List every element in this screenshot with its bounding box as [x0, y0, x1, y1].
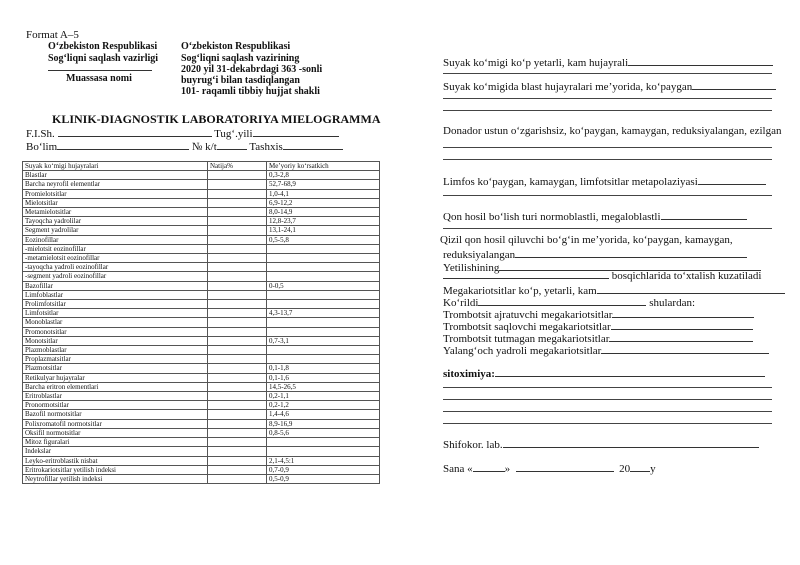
naked-nuclei-field[interactable]	[601, 343, 769, 354]
normal-range: 0,2-1,2	[267, 401, 380, 410]
result-cell[interactable]	[208, 300, 267, 309]
cell-type: Segment yadrolilar	[23, 226, 208, 235]
normal-range: 0,1-1,6	[267, 373, 380, 382]
blank-line[interactable]	[443, 423, 772, 424]
result-cell[interactable]	[208, 364, 267, 373]
cell-type: Tayoqcha yadrolilar	[23, 217, 208, 226]
cellularity-label: Suyak ko‘migi ko‘p yetarli, kam hujayrali	[443, 57, 629, 69]
table-row	[23, 355, 380, 364]
maturation-label: Yetilishining	[443, 262, 500, 274]
blank-line[interactable]	[443, 98, 772, 99]
table-row	[23, 281, 380, 290]
table-row	[23, 318, 380, 327]
blank-line[interactable]	[443, 147, 772, 148]
institution-label: Muassasa nomi	[66, 73, 132, 84]
diagnosis-label: Tashxis	[249, 141, 283, 153]
approval-line4: buyrug‘i bilan tasdiqlangan	[181, 75, 300, 86]
platelet-free-field[interactable]	[609, 331, 753, 342]
granulocytic-label: Donador ustun o‘zgarishsiz, ko‘paygan, kamaygan, reduksiyalangan, ezilgan	[443, 125, 782, 137]
approval-line5: 101- raqamli tibbiy hujjat shakli	[181, 86, 320, 97]
result-cell[interactable]	[208, 263, 267, 272]
table-row	[23, 244, 380, 253]
result-cell[interactable]	[208, 217, 267, 226]
cell-type: Leyko-eritroblastik nisbat	[23, 456, 208, 465]
blast-row	[443, 79, 776, 93]
result-cell[interactable]	[208, 281, 267, 290]
result-cell[interactable]	[208, 244, 267, 253]
diagnosis-field[interactable]	[283, 139, 343, 150]
doctor-field[interactable]	[503, 437, 759, 448]
approval-line1: O‘zbekiston Respublikasi	[181, 41, 291, 52]
patient-name-label: F.I.Sh.	[26, 128, 55, 140]
table-row	[23, 300, 380, 309]
table-row	[23, 171, 380, 180]
patient-name-field[interactable]	[58, 126, 212, 137]
blank-line[interactable]	[443, 387, 772, 388]
cell-type: Eritrokariotsitlar yetilish indeksi	[23, 465, 208, 474]
result-cell[interactable]	[208, 336, 267, 345]
result-cell[interactable]	[208, 309, 267, 318]
cell-type: Retikulyar hujayralar	[23, 373, 208, 382]
cell-type: Limfotsitlar	[23, 309, 208, 318]
naked-nuclei-label: Yalang‘och yadroli megakariotsitlar	[443, 345, 602, 357]
date-month-field[interactable]	[516, 461, 614, 472]
date-year-suffix: y	[650, 463, 656, 475]
cell-type: -tayoqcha yadroli eozinofillar	[23, 263, 208, 272]
lymph-field[interactable]	[698, 174, 766, 185]
erythroid-row	[443, 247, 747, 261]
normal-range: 1,0-4,1	[267, 189, 380, 198]
date-row	[443, 461, 656, 475]
cell-type: Monoblastlar	[23, 318, 208, 327]
blank-line[interactable]	[443, 73, 772, 74]
platelet-holding-field[interactable]	[611, 319, 753, 330]
table-row	[23, 447, 380, 456]
normal-range	[267, 290, 380, 299]
date-year-field[interactable]	[630, 461, 650, 472]
platelet-holding-label: Trombotsit saqlovchi megakariotsitlar	[443, 321, 611, 333]
normal-range: 1,4-4,6	[267, 410, 380, 419]
table-row	[23, 392, 380, 401]
cell-type: Bazofil normotsitlar	[23, 410, 208, 419]
cellularity-field[interactable]	[628, 55, 773, 66]
erythroid-label-cont: reduksiyalangan	[443, 249, 516, 261]
cell-type: Mitoz figuralari	[23, 438, 208, 447]
table-row	[23, 401, 380, 410]
normal-range: 4,3-13,7	[267, 309, 380, 318]
normal-range: 2,1-4,5:1	[267, 456, 380, 465]
result-cell[interactable]	[208, 327, 267, 336]
result-cell[interactable]	[208, 465, 267, 474]
normal-range: 13,1-24,1	[267, 226, 380, 235]
table-row	[23, 410, 380, 419]
normal-range: 8,9-16,9	[267, 419, 380, 428]
table-row	[23, 474, 380, 483]
cellularity-row	[443, 55, 773, 69]
cell-type: Indekslar	[23, 447, 208, 456]
cell-type: Polixromatofil normotsitlar	[23, 419, 208, 428]
platelet-forming-field[interactable]	[612, 307, 754, 318]
normal-range	[267, 263, 380, 272]
table-row	[23, 226, 380, 235]
normal-range: 0,1-1,8	[267, 364, 380, 373]
table-row	[23, 364, 380, 373]
department-label: Bo‘lim	[26, 141, 58, 153]
result-cell[interactable]	[208, 254, 267, 263]
case-number-label: № k/t	[191, 141, 217, 153]
result-cell[interactable]	[208, 456, 267, 465]
normal-range: 14,5-26,5	[267, 382, 380, 391]
table-row	[23, 290, 380, 299]
table-row	[23, 346, 380, 355]
blank-line[interactable]	[443, 411, 772, 412]
normal-range: 0,3-2,8	[267, 171, 380, 180]
table-row	[23, 336, 380, 345]
result-cell[interactable]	[208, 189, 267, 198]
table-row	[23, 217, 380, 226]
table-row	[23, 373, 380, 382]
normal-range: 52,7-68,9	[267, 180, 380, 189]
result-cell[interactable]	[208, 392, 267, 401]
table-row	[23, 208, 380, 217]
result-cell[interactable]	[208, 272, 267, 281]
blast-label: Suyak ko‘migida blast hujayralari me’yorida, ko‘paygan	[443, 81, 693, 93]
cytochemistry-field[interactable]	[495, 366, 765, 377]
table-row	[23, 456, 380, 465]
cell-type: Metamielotsitlar	[23, 208, 208, 217]
hematopoiesis-label: Qon hosil bo‘lish turi normoblastli, megaloblastli	[443, 211, 661, 223]
header-cell-normal: Me’yoriy ko‘rsatkich	[267, 162, 380, 171]
birth-year-label: Tug‘.yili	[214, 128, 253, 140]
cell-type: Barcha eritron elementlari	[23, 382, 208, 391]
naked-nuclei-row	[443, 343, 769, 357]
cell-type: Plazmoblastlar	[23, 346, 208, 355]
cell-type: Limfoblastlar	[23, 290, 208, 299]
maturation-stop-label: bosqichlarida to‘xtalish kuzatiladi	[611, 270, 762, 282]
date-close-label: »	[504, 463, 511, 475]
blank-line[interactable]	[443, 228, 772, 229]
result-cell[interactable]	[208, 428, 267, 437]
cytochemistry-label: sitoximiya:	[443, 368, 495, 380]
normal-range: 0,5-5,8	[267, 235, 380, 244]
blank-line[interactable]	[443, 159, 772, 160]
normal-range	[267, 244, 380, 253]
result-cell[interactable]	[208, 355, 267, 364]
patient-name-row	[26, 126, 339, 140]
normal-range: 0,7-3,1	[267, 336, 380, 345]
result-cell[interactable]	[208, 346, 267, 355]
table-row	[23, 235, 380, 244]
blank-line[interactable]	[443, 110, 772, 111]
cell-type: Plazmotsitlar	[23, 364, 208, 373]
result-cell[interactable]	[208, 235, 267, 244]
table-row	[23, 198, 380, 207]
case-number-field[interactable]	[217, 139, 247, 150]
cell-type: Mielotsitlar	[23, 198, 208, 207]
normal-range	[267, 447, 380, 456]
ministry-line1: O‘zbekiston Respublikasi	[48, 41, 158, 52]
table-row	[23, 382, 380, 391]
result-cell[interactable]	[208, 318, 267, 327]
result-cell[interactable]	[208, 226, 267, 235]
normal-range	[267, 272, 380, 281]
cell-type: Eozinofillar	[23, 235, 208, 244]
cell-type: Pronormotsitlar	[23, 401, 208, 410]
seen-label: Ko‘rildi	[443, 297, 479, 309]
cell-type: Monotsitlar	[23, 336, 208, 345]
approval-line3: 2020 yil 31-dekabrdagi 363 -sonli	[181, 64, 323, 75]
cytochemistry-row	[443, 366, 765, 380]
lymph-label: Limfos ko‘paygan, kamaygan, limfotsitlar metapolaziyasi	[443, 176, 698, 188]
table-row	[23, 180, 380, 189]
cell-type: -segment yadroli eozinofillar	[23, 272, 208, 281]
result-cell[interactable]	[208, 438, 267, 447]
cell-type: Bazofillar	[23, 281, 208, 290]
result-cell[interactable]	[208, 290, 267, 299]
approval-line2: Sog‘liqni saqlash vazirining	[181, 53, 300, 64]
result-cell[interactable]	[208, 382, 267, 391]
institution-line	[48, 70, 152, 71]
normal-range: 12,8-23,7	[267, 217, 380, 226]
seen-field[interactable]	[478, 295, 646, 306]
blast-field[interactable]	[692, 79, 776, 90]
table-row	[23, 254, 380, 263]
cell-type: Neytrofillar yetilish indeksi	[23, 474, 208, 483]
result-cell[interactable]	[208, 401, 267, 410]
normal-range: 8,0-14,9	[267, 208, 380, 217]
result-cell[interactable]	[208, 180, 267, 189]
doctor-row	[443, 437, 759, 451]
result-cell[interactable]	[208, 198, 267, 207]
cell-type: Promielotsitlar	[23, 189, 208, 198]
table-row	[23, 189, 380, 198]
cell-type: Blastlar	[23, 171, 208, 180]
blank-line[interactable]	[443, 195, 772, 196]
cell-type: Oksifil normotsitlar	[23, 428, 208, 437]
table-row	[23, 272, 380, 281]
header-cell-cells: Suyak ko‘migi hujayralari	[23, 162, 208, 171]
result-cell[interactable]	[208, 208, 267, 217]
table-header-row	[23, 162, 380, 171]
myelogram-table	[22, 161, 380, 484]
result-cell[interactable]	[208, 447, 267, 456]
date-day-field[interactable]	[473, 461, 505, 472]
date-open-label: Sana «	[443, 463, 473, 475]
normal-range	[267, 318, 380, 327]
seen-of-label: shulardan:	[649, 297, 696, 309]
cell-type: Eritroblastlar	[23, 392, 208, 401]
result-cell[interactable]	[208, 373, 267, 382]
cell-type: Prolimfotsitlar	[23, 300, 208, 309]
page-title: KLINIK-DIAGNOSTIK LABORATORIYA MIELOGRAMMA	[52, 112, 381, 126]
table-row	[23, 327, 380, 336]
normal-range	[267, 300, 380, 309]
normal-range	[267, 355, 380, 364]
format-label: Format A–5	[26, 29, 79, 41]
cell-type: Proplazmatsitlar	[23, 355, 208, 364]
department-field[interactable]	[57, 139, 189, 150]
result-cell[interactable]	[208, 419, 267, 428]
erythroid-label: Qizil qon hosil qiluvchi bo‘g‘in me’yorida, ko‘paygan, kamaygan,	[440, 234, 733, 246]
result-cell[interactable]	[208, 171, 267, 180]
normal-range: 6,9-12,2	[267, 198, 380, 207]
lymph-row	[443, 174, 766, 188]
cell-type: -metamielotsit eozinofillar	[23, 254, 208, 263]
date-year-prefix: 20	[619, 463, 631, 475]
normal-range	[267, 327, 380, 336]
normal-range: 0,7-0,9	[267, 465, 380, 474]
hematopoiesis-row	[443, 209, 747, 223]
header-cell-result: Natija%	[208, 162, 267, 171]
department-row	[26, 139, 343, 153]
normal-range: 0,8-5,6	[267, 428, 380, 437]
normal-range	[267, 438, 380, 447]
birth-year-field[interactable]	[253, 126, 339, 137]
table-row	[23, 428, 380, 437]
cell-type: Promonotsitlar	[23, 327, 208, 336]
megakaryocyte-field[interactable]	[597, 283, 785, 294]
blank-line[interactable]	[443, 399, 772, 400]
normal-range	[267, 254, 380, 263]
doctor-label: Shifokor. lab.	[443, 439, 503, 451]
result-cell[interactable]	[208, 410, 267, 419]
erythroid-field[interactable]	[515, 247, 747, 258]
maturation-field-2[interactable]	[443, 268, 609, 279]
table-row	[23, 465, 380, 474]
cell-type: -mielotsit eozinofillar	[23, 244, 208, 253]
hematopoiesis-field[interactable]	[661, 209, 747, 220]
normal-range: 0,2-1,1	[267, 392, 380, 401]
normal-range: 0-0,5	[267, 281, 380, 290]
maturation-row-2	[443, 268, 761, 282]
table-row	[23, 309, 380, 318]
table-row	[23, 438, 380, 447]
platelet-free-label: Trombotsit tutmagan megakariotsitlar	[443, 333, 610, 345]
result-cell[interactable]	[208, 474, 267, 483]
normal-range	[267, 346, 380, 355]
table-row	[23, 419, 380, 428]
table-row	[23, 263, 380, 272]
platelet-forming-label: Trombotsit ajratuvchi megakariotsitlar	[443, 309, 613, 321]
ministry-line2: Sog‘liqni saqlash vazirligi	[48, 53, 159, 64]
megakaryocyte-label: Megakariotsitlar ko‘p, yetarli, kam	[443, 285, 597, 297]
cell-type: Barcha neyrofil elementlar	[23, 180, 208, 189]
normal-range: 0,5-0,9	[267, 474, 380, 483]
